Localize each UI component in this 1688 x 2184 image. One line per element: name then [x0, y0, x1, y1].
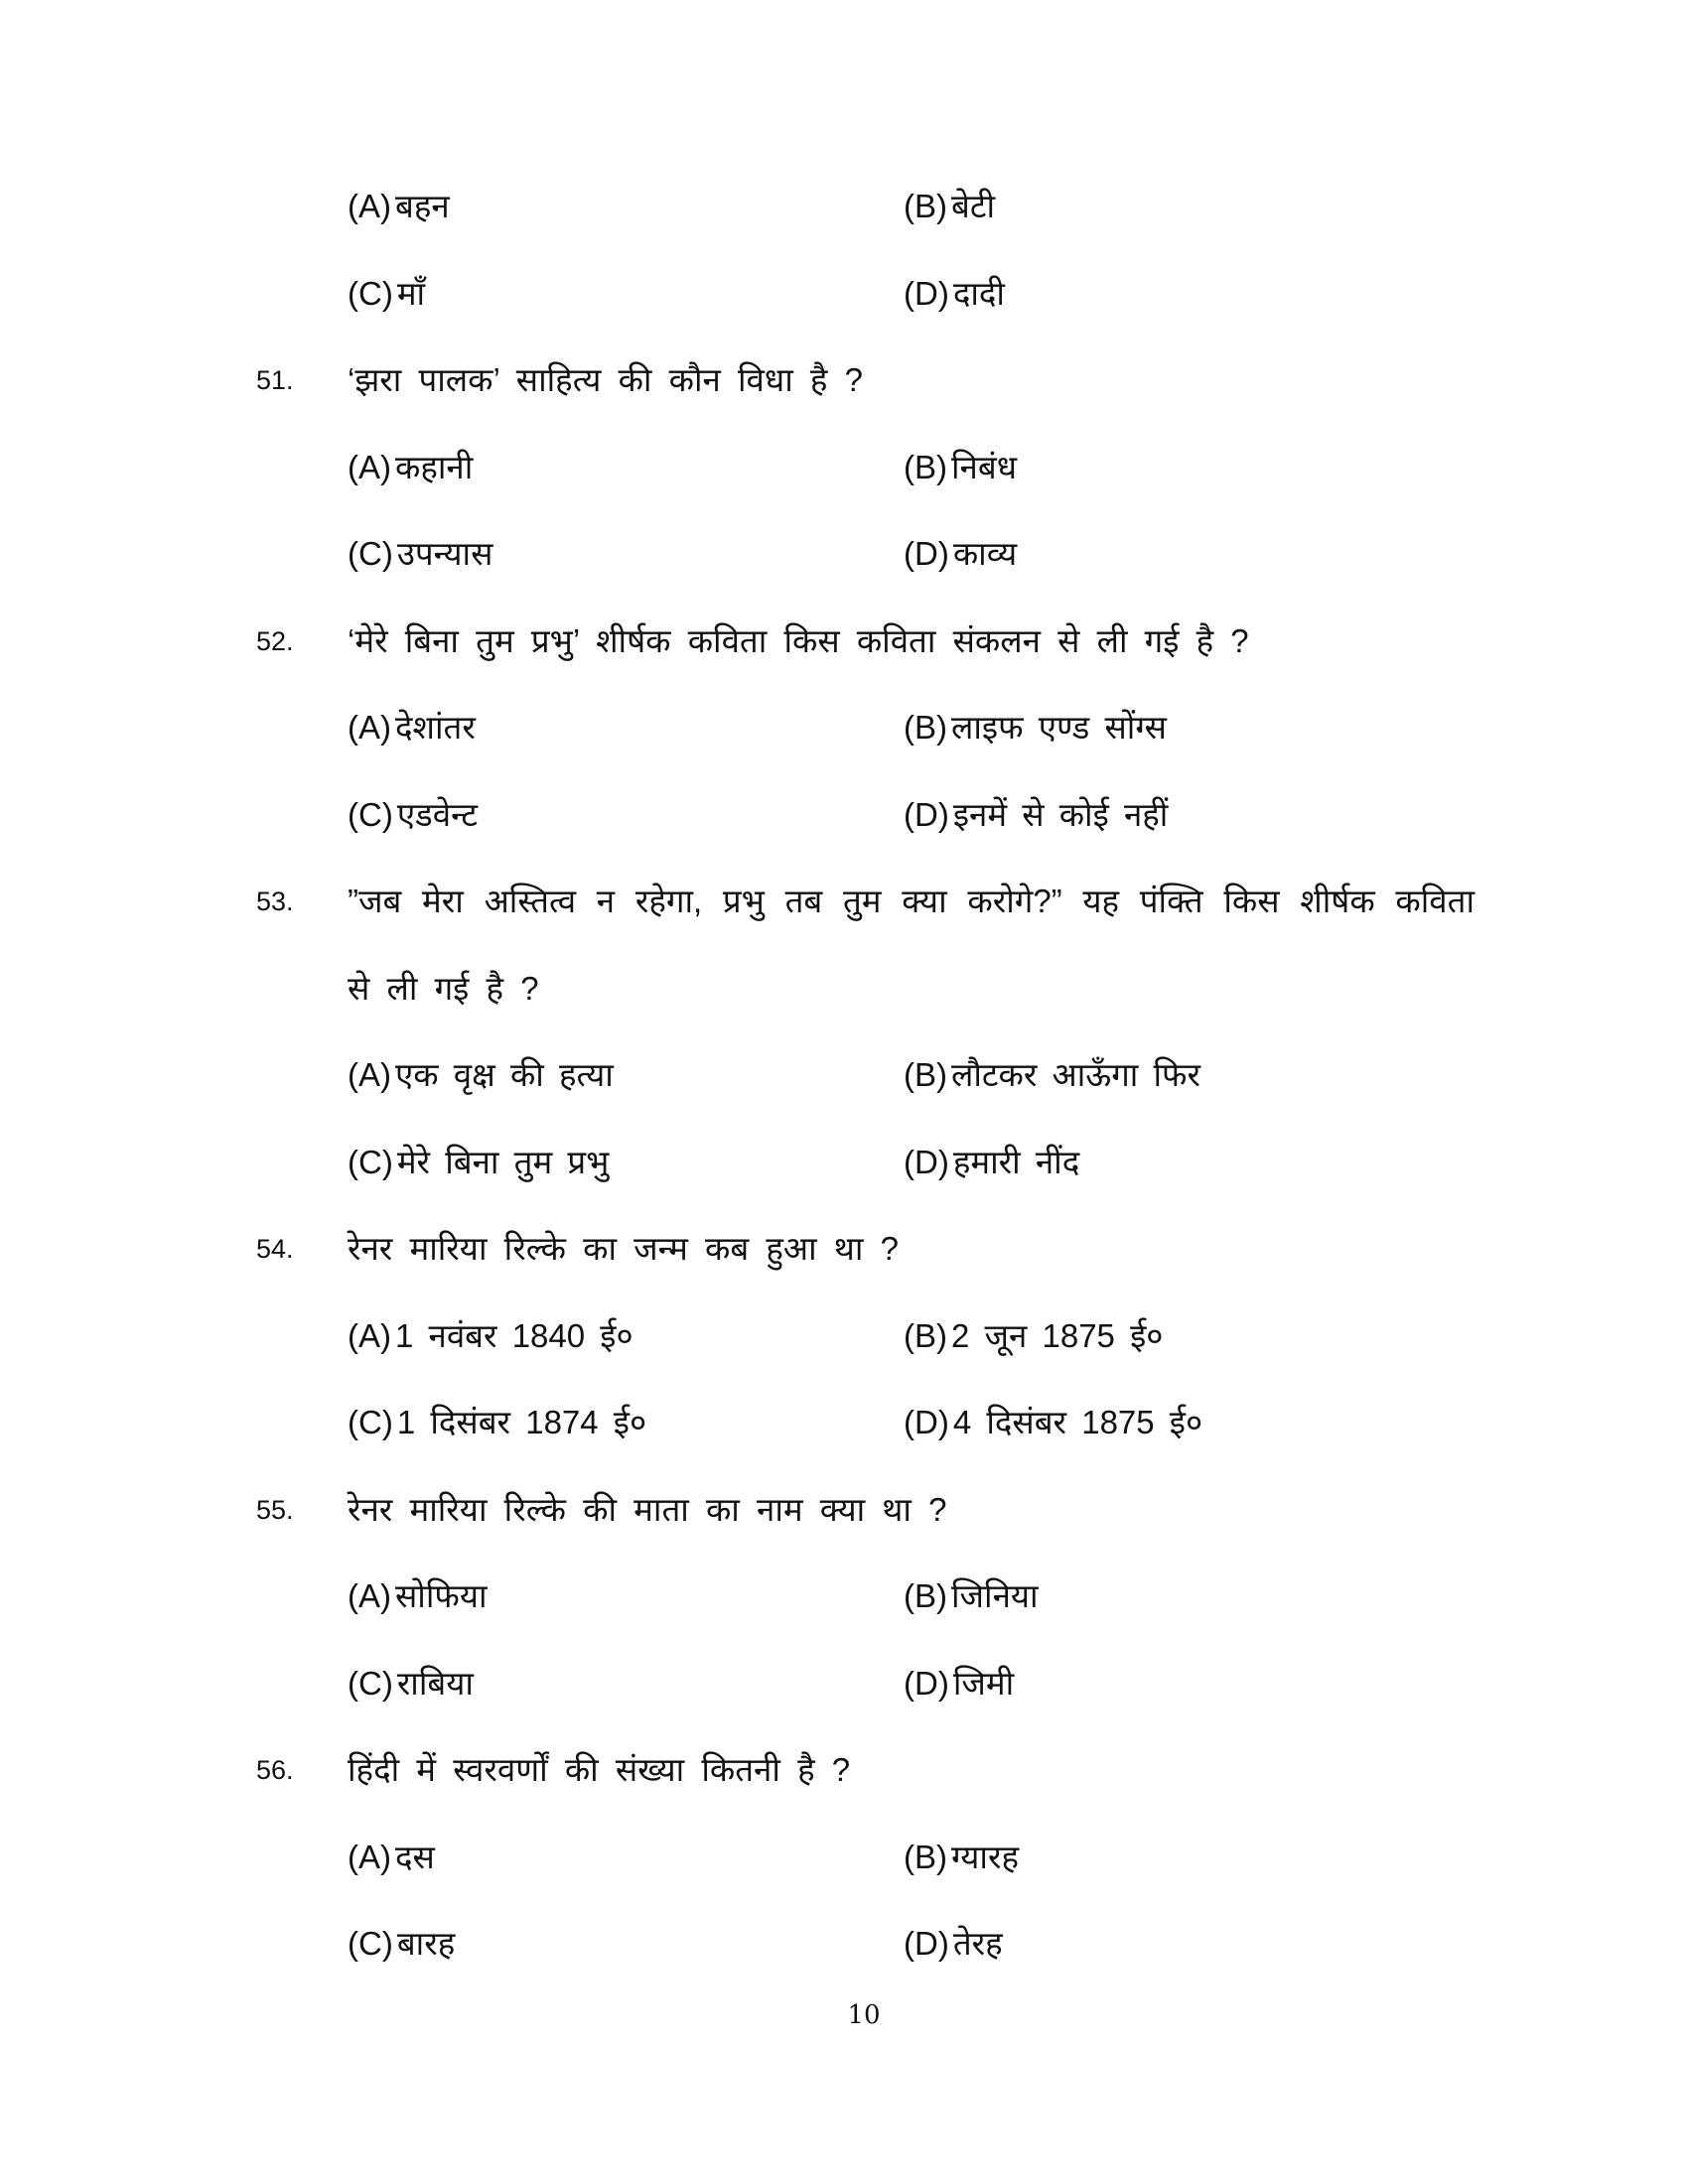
- options-row-1: [0, 1828, 1688, 1887]
- question-number: 53.: [256, 887, 294, 916]
- option-d: (D) काव्य: [904, 535, 1018, 572]
- options-row-2: [0, 1133, 1688, 1192]
- question-53-continued: [0, 959, 1688, 1019]
- question-number: 52.: [256, 626, 294, 656]
- options-row-2: [0, 1393, 1688, 1452]
- options-row-1: [0, 1306, 1688, 1366]
- question-52: [0, 612, 1688, 671]
- question-text-line-1: ”जब मेरा अस्तित्व न रहेगा, प्रभु तब तुम क्या करोगे?” यह पंक्ति किस शीर्षक कविता: [348, 883, 1475, 919]
- option-a: (A) दस: [348, 1839, 435, 1875]
- option-c: (C) राबिया: [348, 1665, 474, 1702]
- options-row-2: [0, 785, 1688, 845]
- option-c: (C) माँ: [348, 275, 426, 312]
- option-c: (C) एडवेन्ट: [348, 796, 479, 833]
- option-a: (A) एक वृक्ष की हत्या: [348, 1056, 614, 1093]
- options-row-2: [0, 524, 1688, 584]
- option-b: (B) ग्यारह: [904, 1839, 1019, 1875]
- question-55: [0, 1480, 1688, 1540]
- option-c: (C) 1 दिसंबर 1874 ई०: [348, 1404, 647, 1440]
- question-number: 51.: [256, 365, 294, 395]
- option-a: (A) सोफिया: [348, 1577, 488, 1614]
- option-d: (D) दादी: [904, 275, 1005, 312]
- question-text-line-2: से ली गई है ?: [348, 970, 539, 1007]
- question-53: [0, 872, 1688, 931]
- options-row-2: [0, 1914, 1688, 1974]
- carryover-options-row-1: [0, 177, 1688, 236]
- question-number: 56.: [256, 1755, 294, 1785]
- question-text: रेनर मारिया रिल्के का जन्म कब हुआ था ?: [348, 1230, 899, 1267]
- option-d: (D) हमारी नींद: [904, 1144, 1080, 1180]
- option-d: (D) तेरह: [904, 1925, 1003, 1962]
- option-b: (B) लौटकर आऊँगा फिर: [904, 1056, 1200, 1093]
- option-a: (A) देशांतर: [348, 709, 476, 746]
- options-row-1: [0, 438, 1688, 497]
- question-56: [0, 1740, 1688, 1800]
- question-text: ‘मेरे बिना तुम प्रभु’ शीर्षक कविता किस कविता संकलन से ली गई है ?: [348, 622, 1249, 659]
- page-number: 10: [847, 2000, 881, 2030]
- options-row-1: [0, 1567, 1688, 1626]
- option-c: (C) बारह: [348, 1925, 456, 1962]
- question-text: हिंदी में स्वरवर्णों की संख्या कितनी है ?: [348, 1751, 851, 1788]
- carryover-options-row-2: [0, 264, 1688, 324]
- options-row-1: [0, 1045, 1688, 1105]
- options-row-1: [0, 698, 1688, 757]
- question-54: [0, 1219, 1688, 1279]
- option-a: (A) कहानी: [348, 449, 474, 485]
- question-text: ‘झरा पालक’ साहित्य की कौन विधा है ?: [348, 361, 863, 398]
- question-text: रेनर मारिया रिल्के की माता का नाम क्या था ?: [348, 1491, 947, 1528]
- question-51: [0, 350, 1688, 410]
- option-a: (A) 1 नवंबर 1840 ई०: [348, 1317, 633, 1354]
- question-number: 55.: [256, 1495, 294, 1525]
- option-b: (B) निबंध: [904, 449, 1017, 485]
- options-row-2: [0, 1654, 1688, 1713]
- question-number: 54.: [256, 1234, 294, 1264]
- option-c: (C) मेरे बिना तुम प्रभु: [348, 1144, 610, 1180]
- option-b: (B) लाइफ एण्ड सोंग्स: [904, 709, 1167, 746]
- option-a: (A) बहन: [348, 188, 450, 224]
- option-b: (B) जिनिया: [904, 1577, 1039, 1614]
- option-b: (B) 2 जून 1875 ई०: [904, 1317, 1164, 1354]
- option-d: (D) इनमें से कोई नहीं: [904, 796, 1169, 833]
- option-d: (D) जिमी: [904, 1665, 1015, 1702]
- option-d: (D) 4 दिसंबर 1875 ई०: [904, 1404, 1203, 1440]
- option-b: (B) बेटी: [904, 188, 996, 224]
- option-c: (C) उपन्यास: [348, 535, 493, 572]
